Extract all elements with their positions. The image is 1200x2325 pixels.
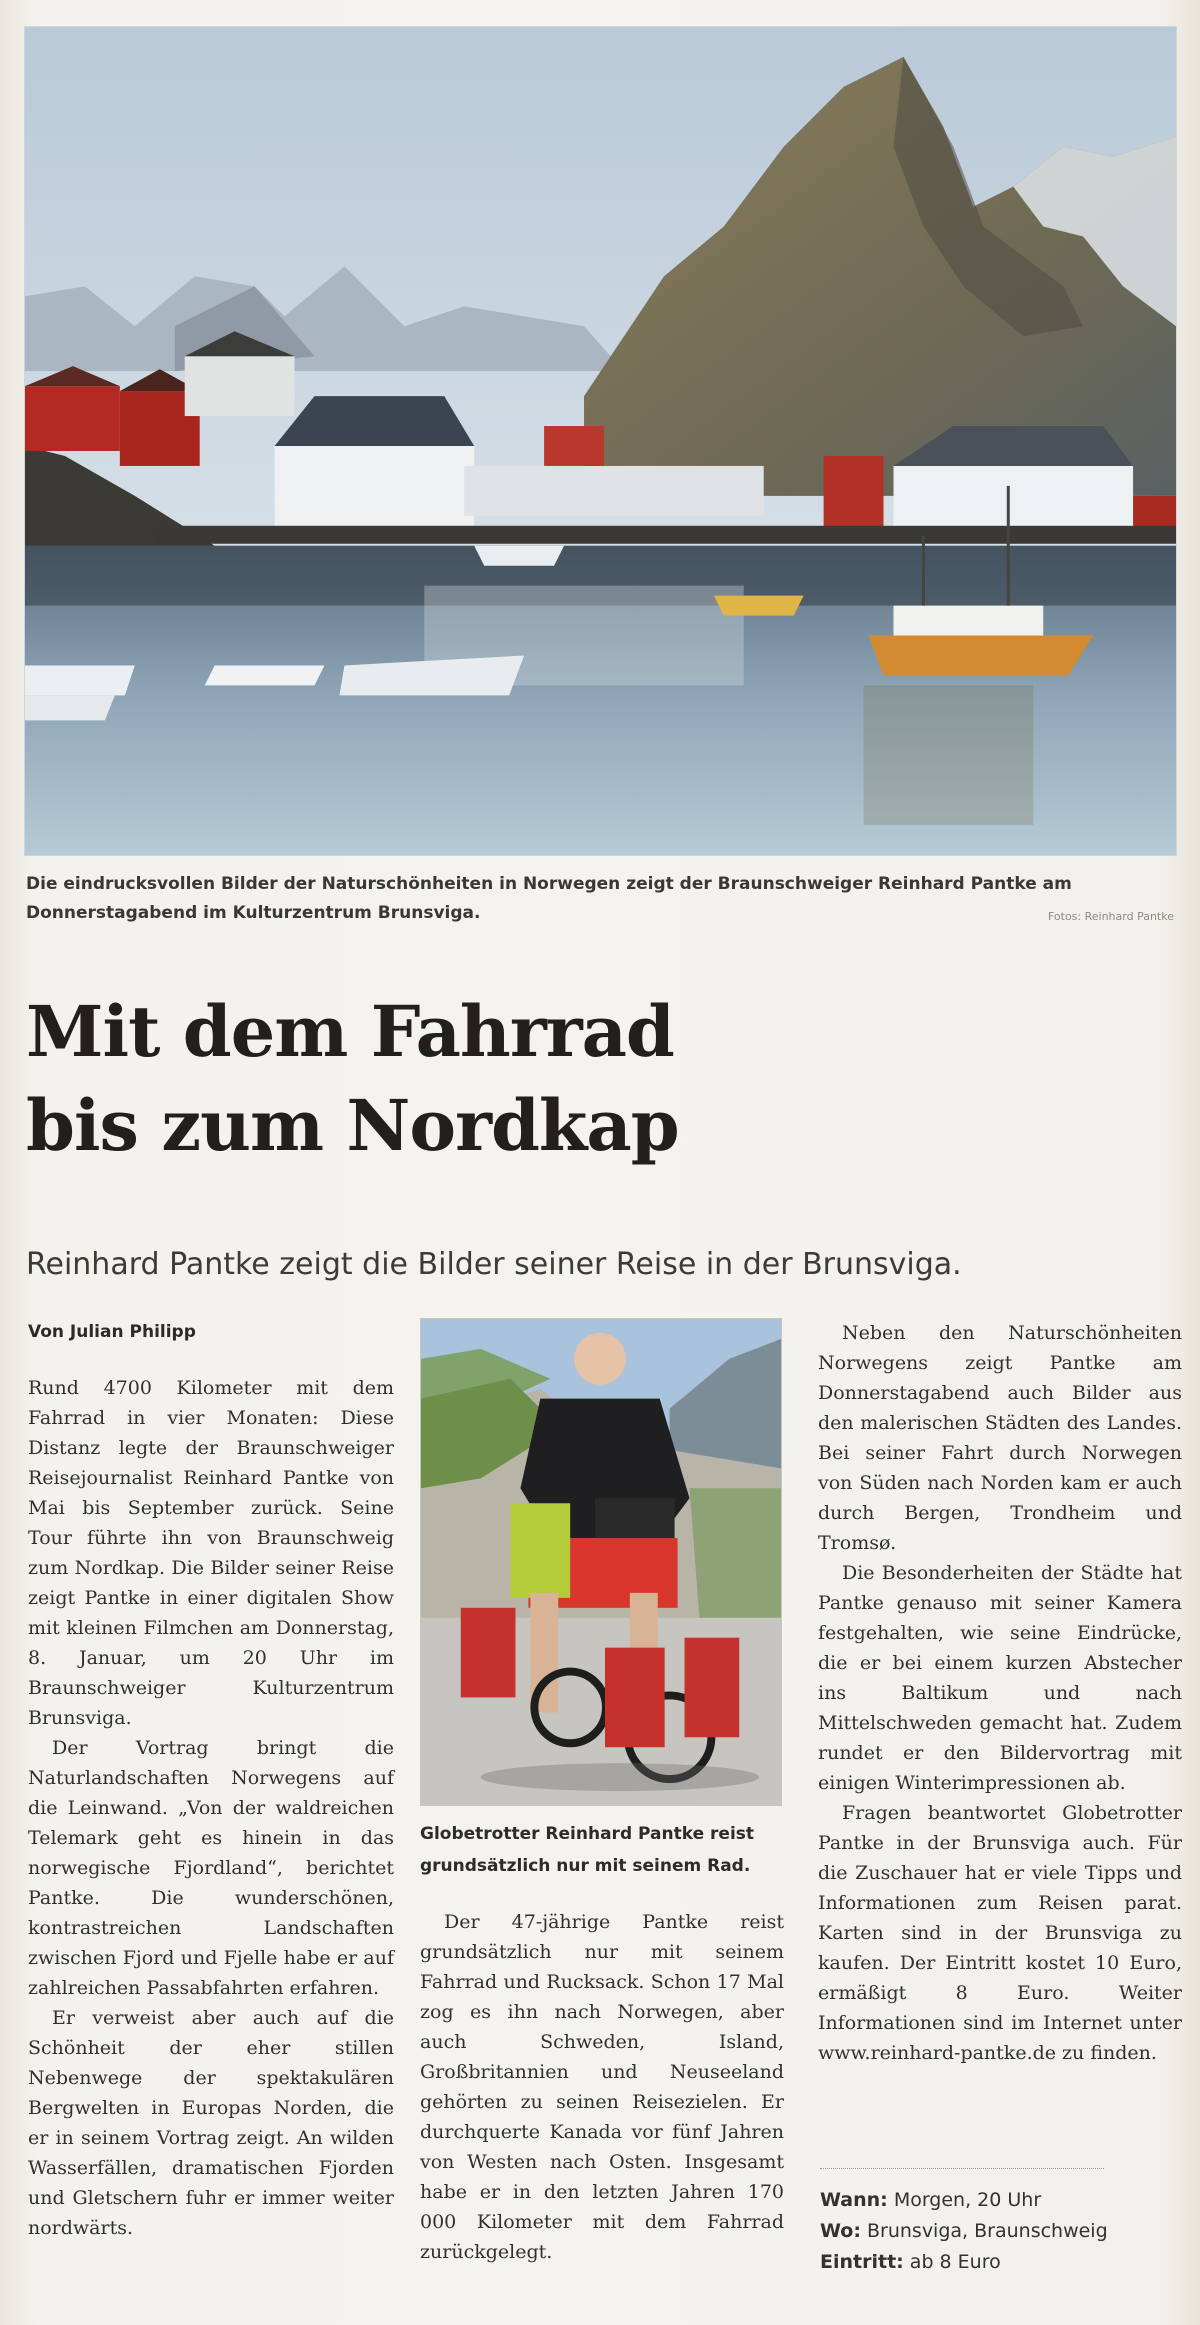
photo-caption: Die eindrucksvollen Bilder der Naturschönheiten in Norwegen zeigt der Braunschweiger Reinhard Pantke am Donnerstagabend im Kulturzentrum Brunsviga. (26, 874, 1072, 923)
headline (26, 985, 926, 1173)
info-when-value: Morgen, 20 Uhr (893, 2189, 1042, 2211)
headline-line-1: Mit dem Fahrrad (26, 990, 674, 1073)
paragraph-4: Der 47-jährige Pantke reist grundsätzlich nur mit seinem Fahrrad und Rucksack. Schon 17 Mal zog es ihn nach Norwegen, aber auch Schweden, Island, Großbritannien und Neuseeland gehörten zu seinen Reisezielen. Er durchquerte Kanada vor fünf Jahren von Westen nach Osten. Insgesamt habe er in den letzten Jahren 170 000 Kilometer mit dem Fahrrad zurückgelegt. (420, 1911, 784, 2263)
subheadline: Reinhard Pantke zeigt die Bilder seiner Reise in der Brunsviga. (26, 1247, 962, 1282)
paragraph-5: Neben den Naturschönheiten Norwegens zeigt Pantke am Donnerstagabend auch Bilder aus den malerischen Städten des Landes. Bei seiner Fahrt durch Norwegen von Süden nach Norden kam er auch durch Bergen, Trondheim und Tromsø. (818, 1322, 1182, 1554)
paragraph-6: Die Besonderheiten der Städte hat Pantke genauso mit seiner Kamera festgehalten, wie seine Eindrücke, die er bei einem kurzen Abstecher ins Baltikum und nach Mittelschweden gemacht hat. Zudem rundet er den Bildervortrag mit einigen Winterimpressionen ab. (818, 1562, 1182, 1794)
info-price (820, 2247, 1182, 2278)
portrait-caption: Globetrotter Reinhard Pantke reist grundsätzlich nur mit seinem Rad. (420, 1824, 755, 1876)
info-when (820, 2185, 1182, 2216)
info-divider (820, 2168, 1104, 2169)
paragraph-3: Er verweist aber auch auf die Schönheit der eher stillen Nebenwege der spektakulären Bergwelten in Europas Norden, die er in seinem Vortrag zeigt. An wilden Wasserfällen, dramatischen Fjorden und Gletschern fuhr er immer weiter nordwärts. (28, 2007, 394, 2239)
headline-line-2: bis zum Nordkap (26, 1084, 679, 1167)
info-where-value: Brunsviga, Braunschweig (866, 2220, 1108, 2242)
info-when-label: Wann: (820, 2189, 888, 2211)
info-price-label: Eintritt: (820, 2251, 904, 2273)
info-price-value: ab 8 Euro (909, 2251, 1001, 2273)
article-column-1 (28, 1373, 394, 2243)
paragraph-1: Rund 4700 Kilometer mit dem Fahrrad in vier Monaten: Diese Distanz legte der Braunschweiger Reisejournalist Reinhard Pantke von Mai bis September zurück. Seine Tour führte ihn von Braunschweig zum Nordkap. Die Bilder seiner Reise zeigt Pantke in einer digitalen Show mit kleinen Filmchen am Donnerstag, 8. Januar, um 20 Uhr im Braunschweiger Kulturzentrum Brunsviga. (28, 1377, 394, 1729)
paragraph-2: Der Vortrag bringt die Naturlandschaften Norwegens auf die Leinwand. „Von der waldreichen Telemark geht es hinein in das norwegische Fjordland“, berichtet Pantke. Die wunderschönen, kontrastreichen Landschaften zwischen Fjord und Fjelle habe er auf zahlreichen Passabfahrten erfahren. (28, 1737, 394, 1999)
paragraph-7: Fragen beantwortet Globetrotter Pantke in der Brunsviga auch. Für die Zuschauer hat er viele Tipps und Informationen zum Reisen parat. Karten sind in der Brunsviga zu kaufen. Der Eintritt kostet 10 Euro, ermäßigt 8 Euro. Weiter Informationen sind im Internet unter www.reinhard-pantke.de zu finden. (818, 1802, 1182, 2064)
event-info-box (820, 2185, 1182, 2278)
article-column-2 (420, 1907, 784, 2267)
photo-credit: Fotos: Reinhard Pantke (1047, 910, 1174, 923)
harbor-photo (24, 26, 1177, 856)
article-column-3 (818, 1318, 1182, 2068)
info-where (820, 2216, 1182, 2247)
author-byline: Von Julian Philipp (28, 1322, 196, 1342)
cyclist-portrait-photo (420, 1318, 782, 1806)
info-where-label: Wo: (820, 2220, 861, 2242)
